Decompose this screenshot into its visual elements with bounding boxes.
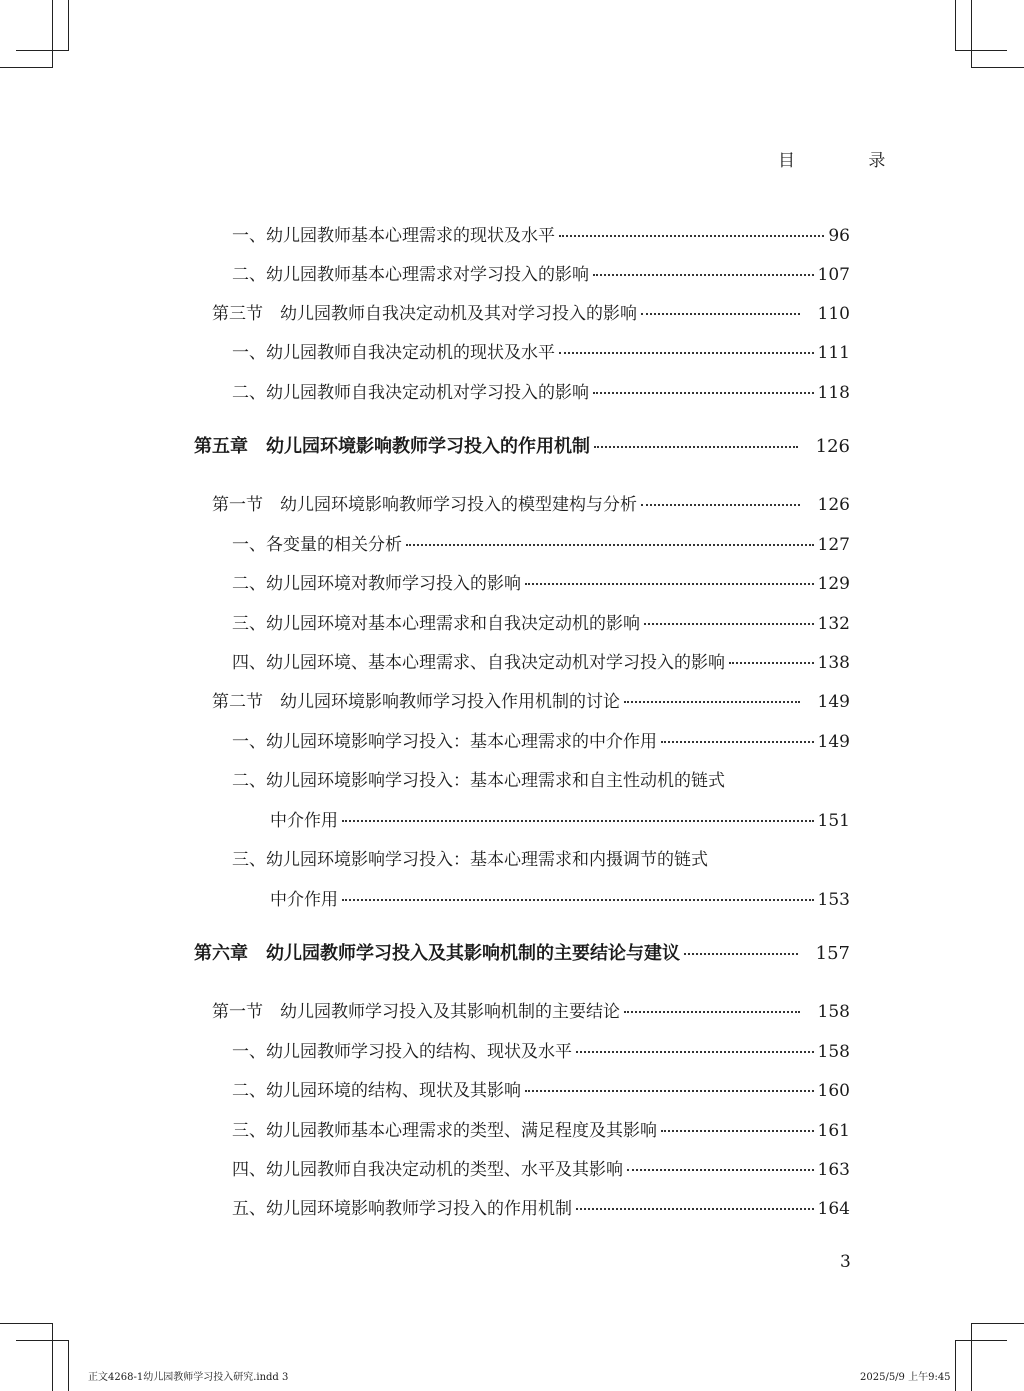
leader-dots <box>661 1130 814 1132</box>
toc-entry-label[interactable]: 二、幼儿园环境影响学习投入：基本心理需求和自主性动机的链式 <box>232 771 725 791</box>
leader-dots <box>342 899 814 901</box>
crop-mark <box>0 1323 52 1324</box>
toc-section[interactable] <box>212 493 850 517</box>
toc-entry[interactable] <box>232 1158 850 1182</box>
toc-entry-page: 132 <box>817 614 850 634</box>
toc-section[interactable] <box>212 1000 850 1024</box>
toc-entry[interactable] <box>232 381 850 405</box>
toc-entry-label: 四、幼儿园教师自我决定动机的类型、水平及其影响 <box>232 1160 623 1180</box>
toc-chapter[interactable] <box>194 435 850 459</box>
toc-section[interactable] <box>212 302 850 326</box>
leader-dots <box>593 392 814 394</box>
crop-mark <box>68 0 69 51</box>
toc-entry-label: 中介作用 <box>270 890 338 910</box>
crop-mark <box>971 0 972 68</box>
toc-entry-label: 三、幼儿园教师基本心理需求的类型、满足程度及其影响 <box>232 1121 657 1141</box>
toc-entry-page: 96 <box>828 226 850 246</box>
toc-entry[interactable] <box>232 263 850 287</box>
leader-dots <box>593 274 814 276</box>
toc-entry[interactable] <box>232 1119 850 1143</box>
crop-mark <box>16 1340 68 1341</box>
toc-entry-page: 107 <box>817 265 850 285</box>
leader-dots <box>525 1090 814 1092</box>
leader-dots <box>559 352 814 354</box>
toc-entry-label: 第二节 幼儿园环境影响教师学习投入作用机制的讨论 <box>212 692 620 712</box>
toc-entry-label: 五、幼儿园环境影响教师学习投入的作用机制 <box>232 1199 572 1219</box>
toc-entry-page: 151 <box>817 811 850 831</box>
leader-dots <box>594 446 798 448</box>
toc-entry-label: 三、幼儿园环境对基本心理需求和自我决定动机的影响 <box>232 614 640 634</box>
crop-mark <box>955 50 1007 51</box>
toc-entry-label: 二、幼儿园环境的结构、现状及其影响 <box>232 1081 521 1101</box>
running-header: 目 录 <box>778 151 920 171</box>
toc-entry[interactable] <box>232 1079 850 1103</box>
toc-entry[interactable] <box>232 341 850 365</box>
leader-dots <box>661 741 814 743</box>
toc-entry-label[interactable]: 三、幼儿园环境影响学习投入：基本心理需求和内摄调节的链式 <box>232 850 708 870</box>
toc-entry[interactable] <box>232 730 850 754</box>
toc-entry-label: 第三节 幼儿园教师自我决定动机及其对学习投入的影响 <box>212 304 637 324</box>
toc-entry-label: 一、各变量的相关分析 <box>232 535 402 555</box>
toc-entry[interactable] <box>232 1040 850 1064</box>
footer-file-name: 正文4268-1幼儿园教师学习投入研究.indd 3 <box>88 1372 289 1383</box>
toc-entry-page: 129 <box>817 574 850 594</box>
toc-entry-page: 153 <box>817 890 850 910</box>
leader-dots <box>644 623 814 625</box>
toc-entry-label: 中介作用 <box>270 811 338 831</box>
toc-entry[interactable] <box>232 651 850 675</box>
toc-entry[interactable] <box>270 888 850 912</box>
toc-entry-label: 第一节 幼儿园教师学习投入及其影响机制的主要结论 <box>212 1002 620 1022</box>
leader-dots <box>406 544 814 546</box>
toc-entry-page: 126 <box>817 495 850 515</box>
toc-chapter[interactable] <box>194 942 850 966</box>
toc-entry[interactable] <box>232 572 850 596</box>
toc-entry-page: 161 <box>817 1121 850 1141</box>
toc-entry-page: 126 <box>815 436 850 457</box>
leader-dots <box>559 235 824 237</box>
toc-entry-label: 四、幼儿园环境、基本心理需求、自我决定动机对学习投入的影响 <box>232 653 725 673</box>
leader-dots <box>576 1051 814 1053</box>
leader-dots <box>627 1169 814 1171</box>
leader-dots <box>641 504 800 506</box>
toc-entry-label: 第六章 幼儿园教师学习投入及其影响机制的主要结论与建议 <box>194 943 680 964</box>
crop-mark <box>955 1340 956 1391</box>
crop-mark <box>52 0 53 68</box>
toc-entry-page: 164 <box>817 1199 850 1219</box>
toc-entry-page: 127 <box>817 535 850 555</box>
leader-dots <box>684 953 798 955</box>
toc-entry-label: 二、幼儿园环境对教师学习投入的影响 <box>232 574 521 594</box>
toc-entry-page: 163 <box>817 1160 850 1180</box>
toc-entry-page: 157 <box>815 943 850 964</box>
crop-mark <box>971 1323 972 1391</box>
leader-dots <box>624 701 800 703</box>
crop-mark <box>955 1340 1007 1341</box>
toc-entry-label: 一、幼儿园教师基本心理需求的现状及水平 <box>232 226 555 246</box>
crop-mark <box>972 67 1024 68</box>
toc-entry-label: 二、幼儿园教师自我决定动机对学习投入的影响 <box>232 383 589 403</box>
toc-entry[interactable] <box>232 612 850 636</box>
toc-entry-page: 158 <box>817 1002 850 1022</box>
crop-mark <box>52 1323 53 1391</box>
toc-entry-page: 158 <box>817 1042 850 1062</box>
leader-dots <box>624 1011 800 1013</box>
toc-entry-page: 149 <box>817 732 850 752</box>
crop-mark <box>972 1323 1024 1324</box>
toc-entry-page: 111 <box>817 343 850 363</box>
toc-entry-label: 一、幼儿园环境影响学习投入：基本心理需求的中介作用 <box>232 732 657 752</box>
crop-mark <box>955 0 956 51</box>
toc-entry[interactable] <box>232 1197 850 1221</box>
toc-entry-label: 第一节 幼儿园环境影响教师学习投入的模型建构与分析 <box>212 495 637 515</box>
toc-entry-label: 一、幼儿园教师自我决定动机的现状及水平 <box>232 343 555 363</box>
toc-entry-page: 149 <box>817 692 850 712</box>
toc-entry-label: 一、幼儿园教师学习投入的结构、现状及水平 <box>232 1042 572 1062</box>
crop-mark <box>16 50 68 51</box>
toc-section[interactable] <box>212 690 850 714</box>
leader-dots <box>576 1208 814 1210</box>
crop-mark <box>68 1340 69 1391</box>
toc-entry[interactable] <box>232 533 850 557</box>
toc-entry-page: 118 <box>817 383 850 403</box>
footer-timestamp: 2025/5/9 上午9:45 <box>860 1372 951 1383</box>
toc-entry-label: 二、幼儿园教师基本心理需求对学习投入的影响 <box>232 265 589 285</box>
toc-entry-label: 第五章 幼儿园环境影响教师学习投入的作用机制 <box>194 436 590 457</box>
crop-mark <box>0 67 52 68</box>
leader-dots <box>641 313 800 315</box>
toc-entry[interactable] <box>270 809 850 833</box>
toc-entry-page: 138 <box>817 653 850 673</box>
page-number: 3 <box>840 1252 851 1272</box>
toc-entry-page: 110 <box>817 304 850 324</box>
toc-entry-page: 160 <box>817 1081 850 1101</box>
leader-dots <box>342 820 814 822</box>
toc-entry[interactable] <box>232 224 850 248</box>
leader-dots <box>729 662 814 664</box>
leader-dots <box>525 583 814 585</box>
